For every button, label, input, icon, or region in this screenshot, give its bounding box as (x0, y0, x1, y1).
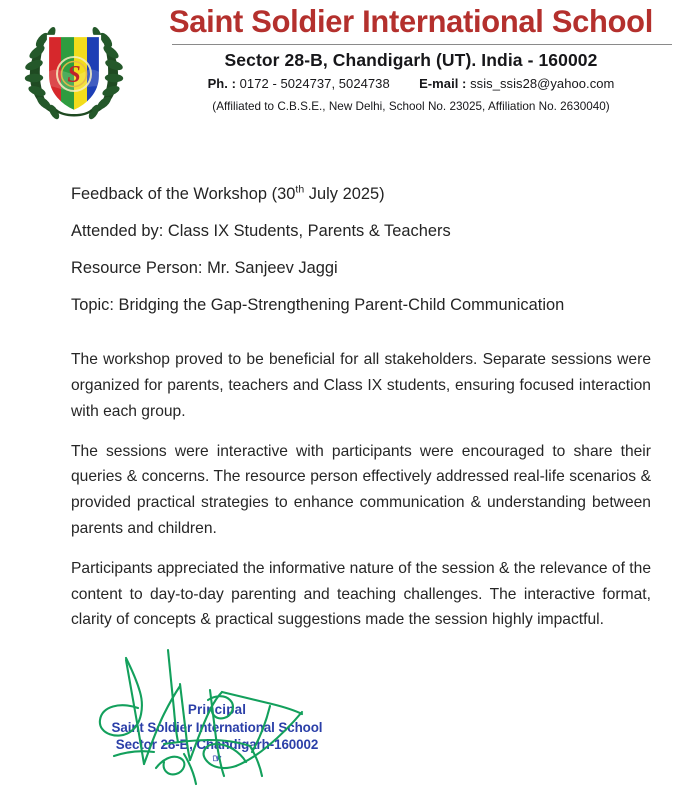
meta-topic: Topic: Bridging the Gap-Strengthening Parent-Child Communication (71, 295, 565, 314)
meta-resource-person: Resource Person: Mr. Sanjeev Jaggi (71, 258, 338, 277)
school-address: Sector 28-B, Chandigarh (UT). India - 160002 (224, 50, 598, 70)
feedback-date-suffix: July 2025) (304, 185, 385, 203)
feedback-prefix: Feedback of the Workshop (30 (71, 185, 296, 203)
svg-text:S: S (67, 62, 81, 88)
email-label: E-mail : (419, 76, 467, 91)
school-crest-shield-laurel-icon (18, 14, 130, 124)
stamp-pointer-icon: ☞ (212, 752, 222, 765)
page-title: Saint Soldier International School (169, 3, 653, 39)
phone-value: 0172 - 5024737, 5024738 (239, 76, 390, 91)
workshop-meta (71, 183, 651, 314)
affiliation-note: (Affiliated to C.B.S.E., New Delhi, School No. 23025, Affiliation No. 2630040) (212, 100, 610, 113)
document-body (71, 183, 651, 633)
feedback-paragraphs (71, 347, 651, 633)
phone-label: Ph. : (207, 76, 236, 91)
paragraph: The sessions were interactive with participants were encouraged to share their queries & concerns. The resource person effectively addressed real-life scenarios & provided practical strategies to enhance communication & understanding between parents and children. (71, 442, 651, 537)
school-contact (150, 76, 672, 91)
email-value: ssis_ssis28@yahoo.com (470, 76, 615, 91)
letterhead (0, 0, 676, 140)
feedback-ordinal-suffix: th (295, 183, 305, 196)
signature-block (60, 648, 380, 788)
paragraph: The workshop proved to be beneficial for all stakeholders. Separate sessions were organized for parents, teachers and Class IX students, ensuring focused interaction with each group. (71, 351, 651, 420)
stamp-designation: Principal (187, 702, 247, 717)
title-divider (172, 44, 672, 45)
meta-feedback-title (71, 183, 651, 203)
paragraph: Participants appreciated the informative nature of the session & the relevance of the content to day-to-day parenting and teaching challenges. The interactive format, clarity of concepts & practical suggestions made the session highly impactful. (71, 559, 651, 629)
meta-attended-by: Attended by: Class IX Students, Parents & Teachers (71, 221, 451, 240)
stamp-address: Sector 28-B, Chandigarh-160002 (115, 737, 319, 753)
stamp-school-name: Saint Soldier International School (111, 719, 323, 735)
principal-stamp (72, 702, 362, 766)
